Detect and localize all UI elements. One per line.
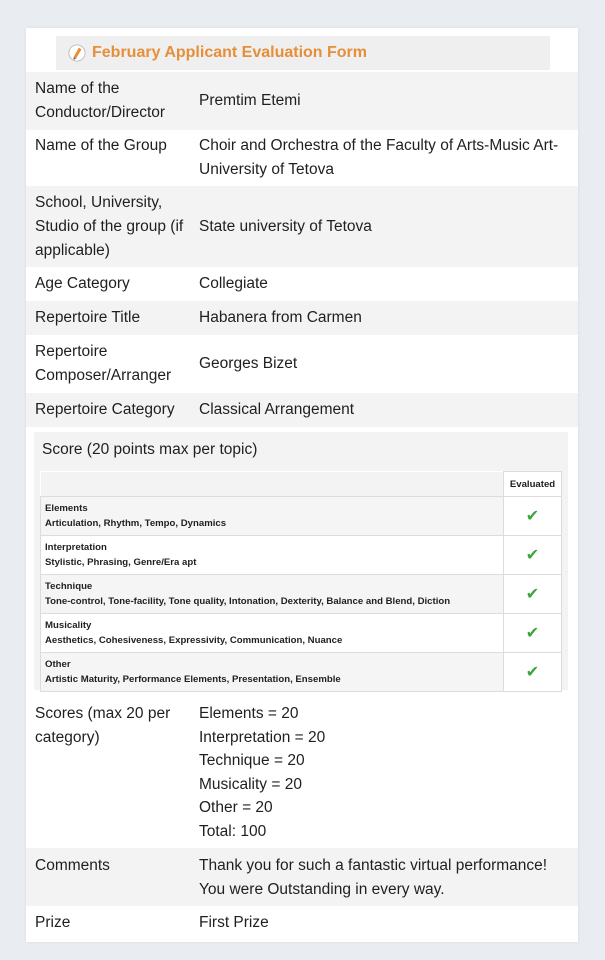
evaluated-cell (504, 536, 562, 575)
field-row-repertoire-category (26, 393, 578, 427)
criterion-cell (41, 614, 504, 653)
score-line: Interpretation = 20 (199, 728, 326, 746)
check-icon: ✔ (525, 547, 540, 564)
field-value: Classical Arrangement (199, 401, 355, 418)
evaluated-cell (504, 575, 562, 614)
criterion-title: Technique (45, 581, 93, 592)
check-icon: ✔ (525, 586, 540, 603)
field-value: Thank you for such a fantastic virtual performance! You were Outstanding in every way. (199, 857, 548, 898)
table-row (41, 497, 562, 536)
field-label: Repertoire Composer/Arranger (35, 343, 172, 384)
field-value: Habanera from Carmen (199, 309, 362, 326)
table-row (41, 614, 562, 653)
field-value: State university of Tetova (199, 217, 372, 235)
table-row (41, 536, 562, 575)
field-label: Repertoire Title (35, 309, 141, 326)
field-label: Name of the Conductor/Director (35, 80, 166, 121)
evaluated-cell (504, 653, 562, 692)
evaluated-column-header: Evaluated (504, 472, 562, 497)
field-row-school (26, 186, 578, 267)
criterion-subtitle: Stylistic, Phrasing, Genre/Era apt (45, 557, 197, 568)
check-icon: ✔ (525, 625, 540, 642)
score-line: Elements = 20 (199, 705, 299, 722)
field-row-scores (26, 702, 578, 848)
table-row (41, 575, 562, 614)
check-icon: ✔ (525, 664, 540, 681)
form-header (56, 36, 550, 70)
field-row-conductor (26, 72, 578, 130)
scores-list (199, 702, 578, 843)
field-label: Prize (35, 914, 71, 931)
field-value: First Prize (199, 914, 269, 931)
criterion-subtitle: Tone-control, Tone-facility, Tone quality, Intonation, Dexterity, Balance and Blend, Diction (45, 596, 451, 607)
field-row-group (26, 130, 578, 186)
check-icon: ✔ (525, 508, 540, 525)
criterion-title: Musicality (45, 620, 92, 631)
field-value: Premtim Etemi (199, 92, 301, 109)
score-table-container (34, 468, 568, 690)
field-row-comments (26, 848, 578, 906)
field-value: Georges Bizet (199, 355, 298, 372)
field-row-prize (26, 906, 578, 940)
criterion-subtitle: Artistic Maturity, Performance Elements, Presentation, Ensemble (45, 674, 341, 685)
field-label: Comments (35, 857, 110, 874)
criterion-cell (41, 653, 504, 692)
field-label: Repertoire Category (35, 401, 175, 418)
score-line: Technique = 20 (199, 752, 305, 769)
evaluation-form-card (26, 28, 578, 942)
field-label: Name of the Group (35, 137, 167, 154)
table-corner (41, 472, 504, 497)
field-row-composer (26, 335, 578, 393)
criterion-title: Interpretation (45, 542, 107, 553)
criterion-cell (41, 536, 504, 575)
criterion-subtitle: Aesthetics, Cohesiveness, Expressivity, Communication, Nuance (45, 635, 343, 646)
field-label: Age Category (35, 275, 130, 292)
table-row (41, 653, 562, 692)
evaluated-cell (504, 497, 562, 536)
criterion-cell (41, 497, 504, 536)
field-label: School, University, Studio of the group (if applicable) (35, 193, 184, 259)
field-row-age-category (26, 267, 578, 301)
score-line: Total: 100 (199, 822, 267, 840)
score-line: Other = 20 (199, 799, 273, 816)
form-title: February Applicant Evaluation Form (92, 44, 368, 61)
score-line: Musicality = 20 (199, 775, 302, 793)
field-value: Choir and Orchestra of the Faculty of Arts-Music Art-University of Tetova (199, 137, 559, 178)
form-logo-icon (68, 44, 86, 62)
field-label: Scores (max 20 per category) (35, 705, 171, 746)
field-value: Collegiate (199, 275, 268, 292)
score-heading: Score (20 points max per topic) (34, 432, 568, 468)
field-row-repertoire-title (26, 301, 578, 335)
evaluated-cell (504, 614, 562, 653)
criterion-cell (41, 575, 504, 614)
criterion-title: Other (45, 659, 71, 670)
evaluation-table (40, 471, 562, 692)
criterion-subtitle: Articulation, Rhythm, Tempo, Dynamics (45, 518, 227, 529)
criterion-title: Elements (45, 503, 88, 514)
